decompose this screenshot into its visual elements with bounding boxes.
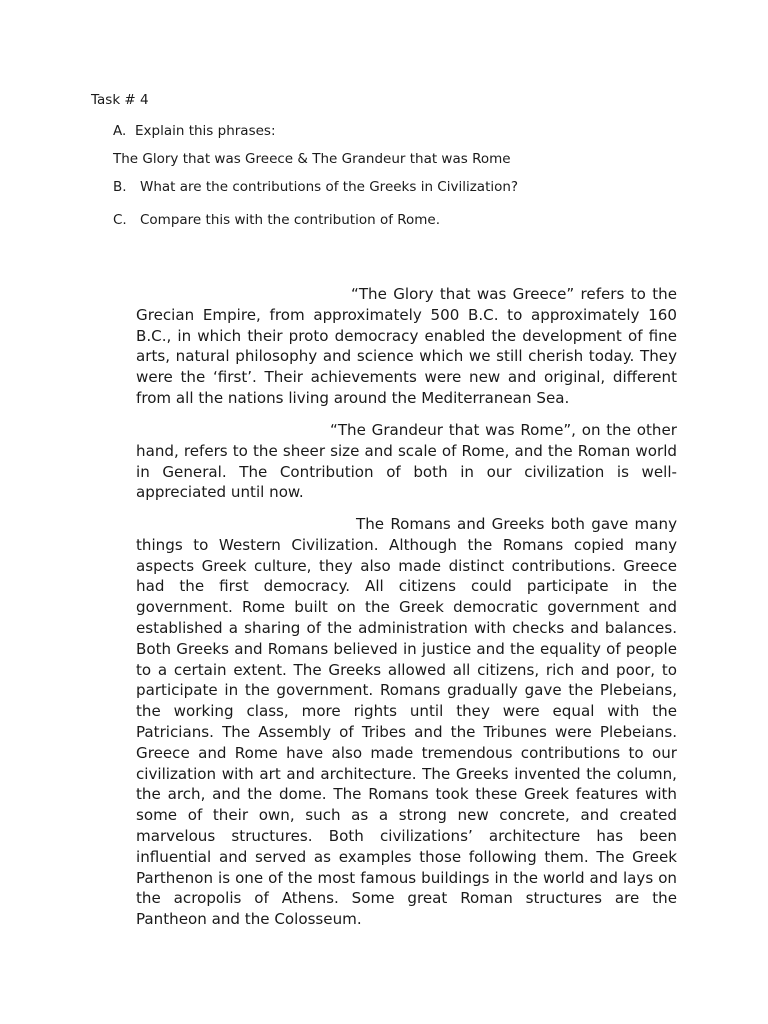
- essay-paragraph-2: [136, 420, 677, 503]
- question-b: [113, 178, 518, 196]
- question-c-marker: C.: [113, 212, 127, 228]
- question-a-marker: A.: [113, 123, 127, 139]
- phrase-line: The Glory that was Greece & The Grandeur that was Rome: [113, 151, 511, 167]
- essay-paragraph-3: [136, 514, 677, 930]
- question-a: [113, 122, 276, 140]
- paragraph-2-text: “The Grandeur that was Rome”, on the other hand, refers to the sheer size and scale of Rome, and the Roman world in General. The Contribution of both in our civilization is well-appreciated until now.: [136, 421, 677, 502]
- question-b-marker: B.: [113, 179, 127, 195]
- question-a-text: Explain this phrases:: [135, 123, 276, 139]
- paragraph-1-text: “The Glory that was Greece” refers to the Grecian Empire, from approximately 500 B.C. to approximately 160 B.C., in which their proto democracy enabled the development of fine arts, natural philosophy and science which we still cherish today. They were the ‘first’. Their achievements were new and original, different from all the nations living around the Mediterranean Sea.: [136, 285, 677, 407]
- essay-paragraph-1: [136, 284, 677, 409]
- question-c-text: Compare this with the contribution of Rome.: [140, 212, 441, 228]
- question-c: [113, 211, 440, 229]
- task-title: Task # 4: [91, 92, 149, 108]
- paragraph-3-text: The Romans and Greeks both gave many things to Western Civilization. Although the Romans copied many aspects Greek culture, they also made distinct contributions. Greece had the first democracy. All citizens could participate in the government. Rome built on the Greek democratic government and established a sharing of the administration with checks and balances. Both Greeks and Romans believed in justice and the equality of people to a certain extent. The Greeks allowed all citizens, rich and poor, to participate in the government. Romans gradually gave the Plebeians, the working class, more rights until they were equal with the Patricians. The Assembly of Tribes and the Tribunes were Plebeians. Greece and Rome have also made tremendous contributions to our civilization with art and architecture. The Greeks invented the column, the arch, and the dome. The Romans took these Greek features with some of their own, such as a strong new concrete, and created marvelous structures. Both civilizations’ architecture has been influential and served as examples those following them. The Greek Parthenon is one of the most famous buildings in the world and lays on the acropolis of Athens. Some great Roman structures are the Pantheon and the Colosseum.: [136, 515, 677, 929]
- question-b-text: What are the contributions of the Greeks in Civilization?: [140, 179, 519, 195]
